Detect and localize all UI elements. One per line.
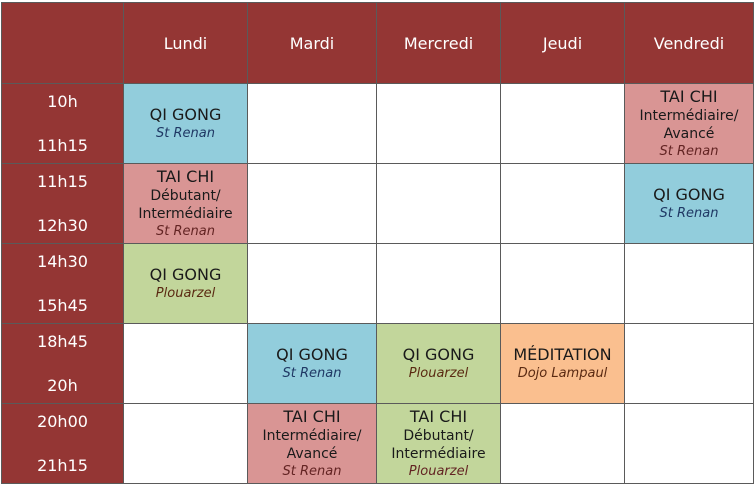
empty-cell [248,164,377,244]
class-location: Plouarzel [408,463,469,479]
day-header-mercredi: Mercredi [377,3,501,84]
class-cell [124,164,248,244]
class-location: St Renan [156,125,215,141]
slot-end-time: 11h15 [37,136,88,155]
class-location: St Renan [156,223,215,239]
class-location: Dojo Lampaul [517,365,608,381]
class-level: Intermédiaire [138,205,233,222]
class-level: Intermédiaire/ [639,107,739,124]
class-level: Intermédiaire/ [262,427,362,444]
class-title: QI GONG [149,104,222,124]
schedule-row [2,164,754,244]
class-title: QI GONG [276,344,348,364]
class-cell [248,404,377,484]
time-slot [2,244,124,324]
empty-cell [501,404,625,484]
empty-cell [377,84,501,164]
empty-cell [625,244,754,324]
empty-cell [377,164,501,244]
class-level: Débutant/ [150,187,221,204]
class-cell [377,324,501,404]
weekly-schedule-table [1,2,754,484]
class-title: TAI CHI [283,406,341,426]
time-slot [2,164,124,244]
empty-cell [625,324,754,404]
class-cell [625,164,754,244]
class-cell [377,404,501,484]
class-cell [124,244,248,324]
schedule-row [2,404,754,484]
slot-end-time: 20h [47,376,78,395]
class-cell [124,84,248,164]
class-cell [501,324,625,404]
class-title: TAI CHI [156,166,215,186]
empty-cell [124,404,248,484]
empty-cell [501,164,625,244]
class-cell [625,84,754,164]
class-location: Plouarzel [155,285,216,301]
day-header-jeudi: Jeudi [501,3,625,84]
empty-cell [248,244,377,324]
slot-start-time: 18h45 [37,332,88,351]
class-title: QI GONG [149,264,222,284]
day-header-mardi: Mardi [248,3,377,84]
class-level: Débutant/ [403,427,474,444]
slot-end-time: 12h30 [37,216,88,235]
slot-end-time: 21h15 [37,456,88,475]
class-title: QI GONG [653,184,725,204]
empty-cell [377,244,501,324]
day-header-vendredi: Vendredi [625,3,754,84]
corner-cell [2,3,124,84]
class-location: St Renan [282,365,342,381]
time-slot [2,84,124,164]
header-row [2,3,754,84]
empty-cell [124,324,248,404]
schedule-row [2,244,754,324]
class-title: MÉDITATION [513,344,612,364]
class-level: Intermédiaire [391,445,486,462]
time-slot [2,324,124,404]
schedule-row [2,84,754,164]
slot-start-time: 20h00 [37,412,88,431]
slot-start-time: 14h30 [37,252,88,271]
empty-cell [501,244,625,324]
class-location: St Renan [659,205,719,221]
class-cell [248,324,377,404]
class-location: Plouarzel [408,365,469,381]
day-header-lundi: Lundi [124,3,248,84]
class-location: St Renan [659,143,719,159]
class-title: TAI CHI [409,406,468,426]
class-level: Avancé [663,125,715,142]
time-slot [2,404,124,484]
slot-start-time: 10h [47,92,78,111]
class-title: QI GONG [402,344,475,364]
empty-cell [501,84,625,164]
slot-start-time: 11h15 [37,172,88,191]
class-location: St Renan [282,463,342,479]
slot-end-time: 15h45 [37,296,88,315]
class-level: Avancé [286,445,338,462]
schedule-row [2,324,754,404]
empty-cell [248,84,377,164]
class-title: TAI CHI [660,86,718,106]
empty-cell [625,404,754,484]
